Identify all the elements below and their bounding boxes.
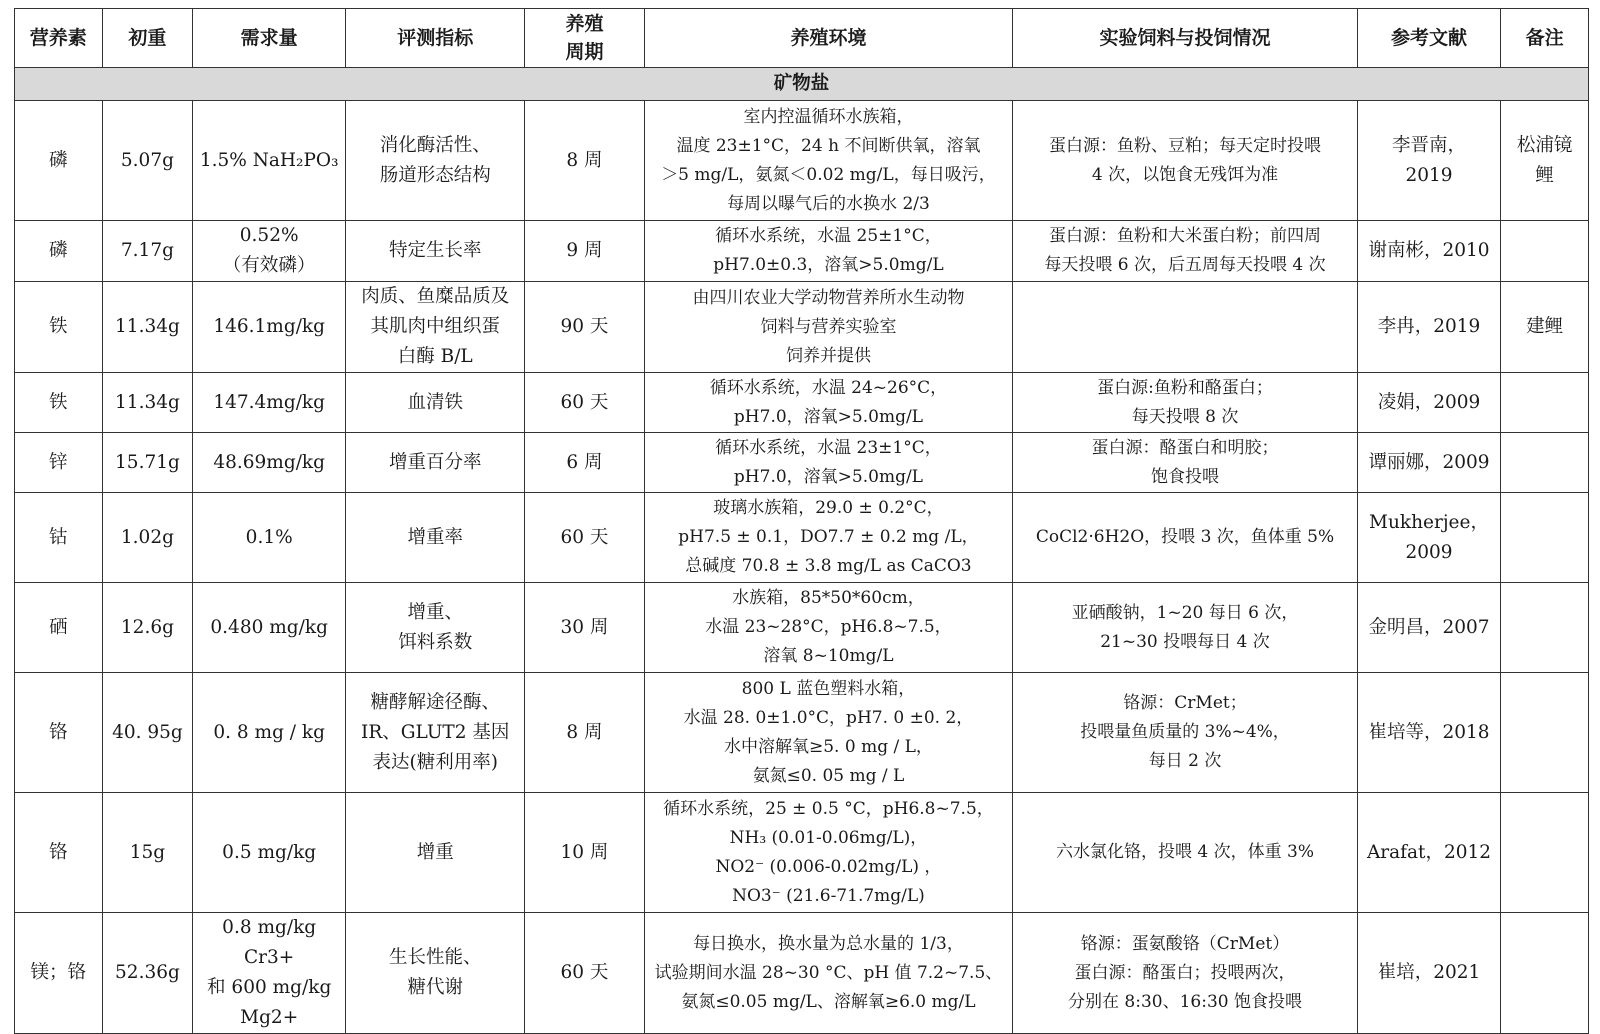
cell-requirement: 0.480 mg/kg bbox=[193, 583, 346, 673]
cell-requirement: 0. 8 mg / kg bbox=[193, 673, 346, 793]
cell-feed: 蛋白源：鱼粉、豆粕；每天定时投喂 4 次，以饱食无残饵为准 bbox=[1013, 101, 1357, 221]
cell-feed: 铬源：蛋氨酸铬（CrMet） 蛋白源：酪蛋白；投喂两次， 分别在 8:30、16:30 饱食投喂 bbox=[1013, 913, 1357, 1034]
cell-environment: 玻璃水族箱，29.0 ± 0.2°C， pH7.5 ± 0.1，DO7.7 ± 0.2 mg /L， 总碱度 70.8 ± 3.8 mg/L as CaCO3 bbox=[644, 493, 1013, 583]
cell-environment: 循环水系统，水温 23±1°C， pH7.0，溶氧>5.0mg/L bbox=[644, 433, 1013, 493]
cell-reference: 谭丽娜，2009 bbox=[1357, 433, 1501, 493]
cell-period: 6 周 bbox=[525, 433, 644, 493]
cell-requirement: 0.8 mg/kg Cr3+ 和 600 mg/kg Mg2+ bbox=[193, 913, 346, 1034]
table-row bbox=[15, 221, 1589, 282]
cell-requirement: 0.5 mg/kg bbox=[193, 793, 346, 913]
cell-period: 9 周 bbox=[525, 221, 644, 282]
col-header-nutrient: 营养素 bbox=[15, 9, 103, 68]
cell-requirement: 146.1mg/kg bbox=[193, 282, 346, 373]
cell-indicator: 肉质、鱼糜品质及 其肌肉中组织蛋 白酶 B/L bbox=[346, 282, 525, 373]
cell-initial-weight: 7.17g bbox=[102, 221, 193, 282]
cell-initial-weight: 12.6g bbox=[102, 583, 193, 673]
cell-indicator: 糖酵解途径酶、 IR、GLUT2 基因 表达(糖利用率) bbox=[346, 673, 525, 793]
cell-initial-weight: 11.34g bbox=[102, 282, 193, 373]
cell-period: 8 周 bbox=[525, 673, 644, 793]
cell-requirement: 1.5% NaH₂PO₃ bbox=[193, 101, 346, 221]
cell-environment: 由四川农业大学动物营养所水生动物 饲料与营养实验室 饲养并提供 bbox=[644, 282, 1013, 373]
col-header-note: 备注 bbox=[1501, 9, 1589, 68]
col-header-period: 养殖 周期 bbox=[525, 9, 644, 68]
cell-note bbox=[1501, 373, 1589, 433]
cell-reference: 李晋南， 2019 bbox=[1357, 101, 1501, 221]
cell-initial-weight: 11.34g bbox=[102, 373, 193, 433]
cell-feed: 六水氯化铬，投喂 4 次，体重 3% bbox=[1013, 793, 1357, 913]
cell-initial-weight: 15.71g bbox=[102, 433, 193, 493]
table-row bbox=[15, 673, 1589, 793]
cell-period: 60 天 bbox=[525, 913, 644, 1034]
table-row bbox=[15, 583, 1589, 673]
cell-feed bbox=[1013, 282, 1357, 373]
cell-note: 建鲤 bbox=[1501, 282, 1589, 373]
cell-period: 8 周 bbox=[525, 101, 644, 221]
col-header-reference: 参考文献 bbox=[1357, 9, 1501, 68]
cell-feed: 蛋白源:鱼粉和酪蛋白； 每天投喂 8 次 bbox=[1013, 373, 1357, 433]
table-row bbox=[15, 433, 1589, 493]
cell-indicator: 增重百分率 bbox=[346, 433, 525, 493]
table-body bbox=[15, 68, 1589, 1034]
cell-nutrient: 铁 bbox=[15, 373, 103, 433]
header-row bbox=[15, 9, 1589, 68]
cell-requirement: 48.69mg/kg bbox=[193, 433, 346, 493]
cell-period: 10 周 bbox=[525, 793, 644, 913]
cell-initial-weight: 15g bbox=[102, 793, 193, 913]
table-row bbox=[15, 793, 1589, 913]
cell-period: 30 周 bbox=[525, 583, 644, 673]
cell-reference: 金明昌，2007 bbox=[1357, 583, 1501, 673]
cell-initial-weight: 40. 95g bbox=[102, 673, 193, 793]
cell-reference: 李冉，2019 bbox=[1357, 282, 1501, 373]
table-row bbox=[15, 101, 1589, 221]
cell-nutrient: 铬 bbox=[15, 673, 103, 793]
cell-environment: 循环水系统，水温 25±1°C， pH7.0±0.3，溶氧>5.0mg/L bbox=[644, 221, 1013, 282]
cell-note bbox=[1501, 673, 1589, 793]
cell-note bbox=[1501, 793, 1589, 913]
col-header-indicator: 评测指标 bbox=[346, 9, 525, 68]
cell-nutrient: 硒 bbox=[15, 583, 103, 673]
cell-requirement: 0.52% （有效磷） bbox=[193, 221, 346, 282]
cell-requirement: 0.1% bbox=[193, 493, 346, 583]
cell-reference: 崔培等，2018 bbox=[1357, 673, 1501, 793]
table-row bbox=[15, 493, 1589, 583]
table-row bbox=[15, 373, 1589, 433]
cell-indicator: 生长性能、 糖代谢 bbox=[346, 913, 525, 1034]
cell-environment: 水族箱，85*50*60cm， 水温 23~28°C，pH6.8~7.5， 溶氧 8~10mg/L bbox=[644, 583, 1013, 673]
cell-reference: 凌娟，2009 bbox=[1357, 373, 1501, 433]
cell-environment: 每日换水，换水量为总水量的 1/3， 试验期间水温 28~30 °C、pH 值 7.2~7.5、 氨氮≤0.05 mg/L、溶解氧≥6.0 mg/L bbox=[644, 913, 1013, 1034]
table-container bbox=[14, 8, 1589, 1034]
cell-feed: 蛋白源：酪蛋白和明胶； 饱食投喂 bbox=[1013, 433, 1357, 493]
cell-note bbox=[1501, 493, 1589, 583]
table-row bbox=[15, 913, 1589, 1034]
cell-indicator: 消化酶活性、 肠道形态结构 bbox=[346, 101, 525, 221]
cell-feed: CoCl2·6H2O，投喂 3 次，鱼体重 5% bbox=[1013, 493, 1357, 583]
cell-indicator: 增重 bbox=[346, 793, 525, 913]
cell-nutrient: 钴 bbox=[15, 493, 103, 583]
cell-environment: 循环水系统，水温 24~26°C， pH7.0，溶氧>5.0mg/L bbox=[644, 373, 1013, 433]
cell-environment: 循环水系统，25 ± 0.5 °C，pH6.8~7.5， NH₃ (0.01-0.06mg/L)， NO2⁻ (0.006-0.02mg/L) ， NO3⁻ (21.6-71.7mg/L) bbox=[644, 793, 1013, 913]
section-title: 矿物盐 bbox=[15, 68, 1589, 101]
cell-initial-weight: 52.36g bbox=[102, 913, 193, 1034]
cell-reference: 崔培，2021 bbox=[1357, 913, 1501, 1034]
cell-indicator: 血清铁 bbox=[346, 373, 525, 433]
cell-environment: 室内控温循环水族箱， 温度 23±1°C，24 h 不间断供氧，溶氧 ＞5 mg/L，氨氮＜0.02 mg/L，每日吸污， 每周以曝气后的水换水 2/3 bbox=[644, 101, 1013, 221]
cell-reference: Arafat，2012 bbox=[1357, 793, 1501, 913]
cell-environment: 800 L 蓝色塑料水箱， 水温 28. 0±1.0°C，pH7. 0 ±0. 2， 水中溶解氧≥5. 0 mg / L， 氨氮≤0. 05 mg / L bbox=[644, 673, 1013, 793]
cell-indicator: 增重、 饵料系数 bbox=[346, 583, 525, 673]
col-header-environment: 养殖环境 bbox=[644, 9, 1013, 68]
cell-nutrient: 锌 bbox=[15, 433, 103, 493]
cell-feed: 蛋白源：鱼粉和大米蛋白粉；前四周 每天投喂 6 次，后五周每天投喂 4 次 bbox=[1013, 221, 1357, 282]
cell-note bbox=[1501, 913, 1589, 1034]
col-header-feed: 实验饲料与投饲情况 bbox=[1013, 9, 1357, 68]
table-row bbox=[15, 282, 1589, 373]
cell-requirement: 147.4mg/kg bbox=[193, 373, 346, 433]
col-header-initial-weight: 初重 bbox=[102, 9, 193, 68]
cell-nutrient: 镁；铬 bbox=[15, 913, 103, 1034]
cell-reference: Mukherjee， 2009 bbox=[1357, 493, 1501, 583]
cell-note bbox=[1501, 433, 1589, 493]
mineral-requirements-table bbox=[14, 8, 1589, 1034]
cell-nutrient: 磷 bbox=[15, 221, 103, 282]
cell-nutrient: 铁 bbox=[15, 282, 103, 373]
section-row bbox=[15, 68, 1589, 101]
cell-period: 60 天 bbox=[525, 373, 644, 433]
cell-note bbox=[1501, 221, 1589, 282]
cell-period: 90 天 bbox=[525, 282, 644, 373]
col-header-requirement: 需求量 bbox=[193, 9, 346, 68]
cell-note bbox=[1501, 583, 1589, 673]
cell-nutrient: 铬 bbox=[15, 793, 103, 913]
cell-reference: 谢南彬，2010 bbox=[1357, 221, 1501, 282]
cell-indicator: 增重率 bbox=[346, 493, 525, 583]
cell-indicator: 特定生长率 bbox=[346, 221, 525, 282]
cell-nutrient: 磷 bbox=[15, 101, 103, 221]
cell-period: 60 天 bbox=[525, 493, 644, 583]
cell-initial-weight: 5.07g bbox=[102, 101, 193, 221]
cell-feed: 亚硒酸钠，1~20 每日 6 次， 21~30 投喂每日 4 次 bbox=[1013, 583, 1357, 673]
cell-initial-weight: 1.02g bbox=[102, 493, 193, 583]
cell-feed: 铬源：CrMet； 投喂量鱼质量的 3%~4%， 每日 2 次 bbox=[1013, 673, 1357, 793]
cell-note: 松浦镜 鲤 bbox=[1501, 101, 1589, 221]
